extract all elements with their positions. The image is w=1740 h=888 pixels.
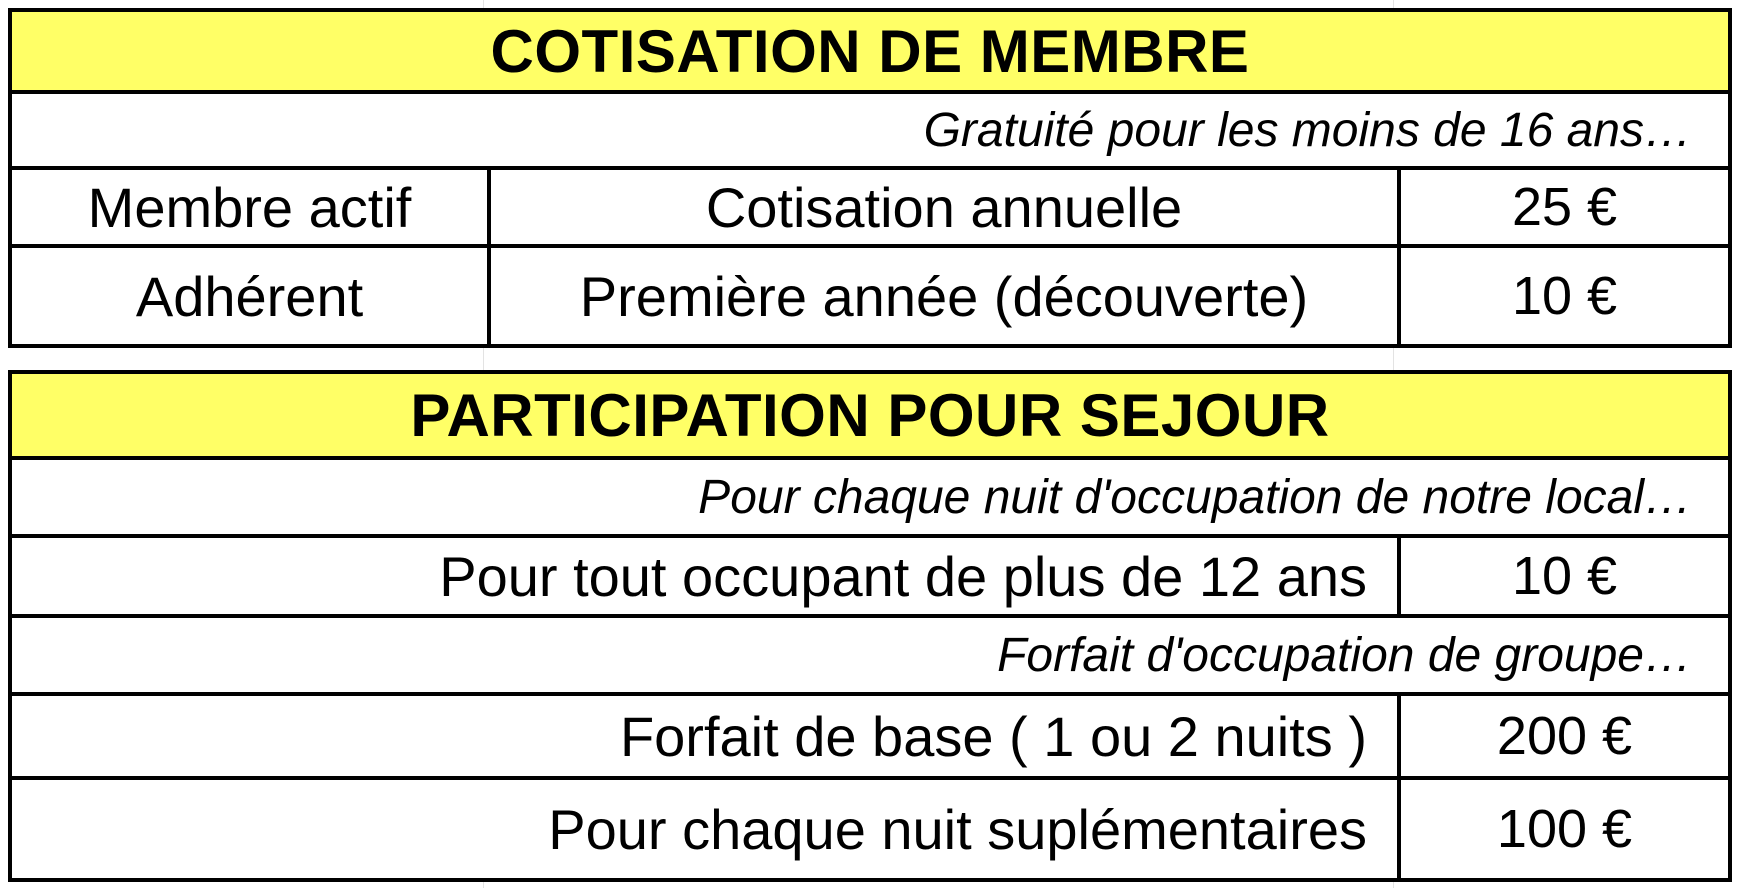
fee-price-cell — [1397, 696, 1728, 776]
fee-price-cell — [1397, 538, 1728, 614]
membership-fee-title: COTISATION DE MEMBRE — [490, 17, 1250, 85]
table-row — [12, 692, 1728, 776]
fee-description: Forfait de base ( 1 ou 2 nuits ) — [619, 704, 1367, 768]
fee-description: Pour chaque nuit suplémentaires — [548, 797, 1367, 861]
fee-description: Pour tout occupant de plus de 12 ans — [439, 544, 1367, 608]
group-occupation-note: Forfait d'occupation de groupe… — [997, 628, 1692, 682]
group-occupation-note-row — [12, 614, 1728, 692]
fee-price: 10 € — [1511, 266, 1618, 326]
table-row — [12, 166, 1728, 244]
fee-price: 25 € — [1511, 177, 1618, 237]
free-under-16-note: Gratuité pour les moins de 16 ans… — [923, 103, 1692, 157]
table-row — [12, 534, 1728, 614]
table-row — [12, 244, 1728, 344]
fee-price-cell — [1397, 170, 1728, 244]
fee-description-cell — [487, 170, 1397, 244]
stay-participation-table — [8, 370, 1732, 882]
fee-description-cell — [12, 780, 1397, 878]
membership-fee-table — [8, 8, 1732, 348]
fee-description-cell — [12, 696, 1397, 776]
fee-price-cell — [1397, 248, 1728, 344]
nightly-occupation-note-row — [12, 456, 1728, 534]
fee-description-cell — [12, 538, 1397, 614]
fee-price: 10 € — [1511, 546, 1618, 606]
table-row — [12, 776, 1728, 878]
fee-price: 200 € — [1496, 706, 1633, 766]
member-type-cell — [12, 248, 487, 344]
member-type-cell — [12, 170, 487, 244]
membership-fee-title-row — [12, 12, 1728, 90]
membership-fee-note-row — [12, 90, 1728, 166]
stay-participation-title-row — [12, 374, 1728, 456]
member-type: Adhérent — [135, 264, 364, 328]
fee-description-cell — [487, 248, 1397, 344]
fee-price-cell — [1397, 780, 1728, 878]
fee-price: 100 € — [1496, 799, 1633, 859]
fee-description: Cotisation annuelle — [705, 175, 1183, 239]
member-type: Membre actif — [87, 175, 412, 239]
stay-participation-title: PARTICIPATION POUR SEJOUR — [410, 381, 1330, 449]
fee-description: Première année (découverte) — [579, 264, 1309, 328]
nightly-occupation-note: Pour chaque nuit d'occupation de notre local… — [698, 470, 1692, 524]
